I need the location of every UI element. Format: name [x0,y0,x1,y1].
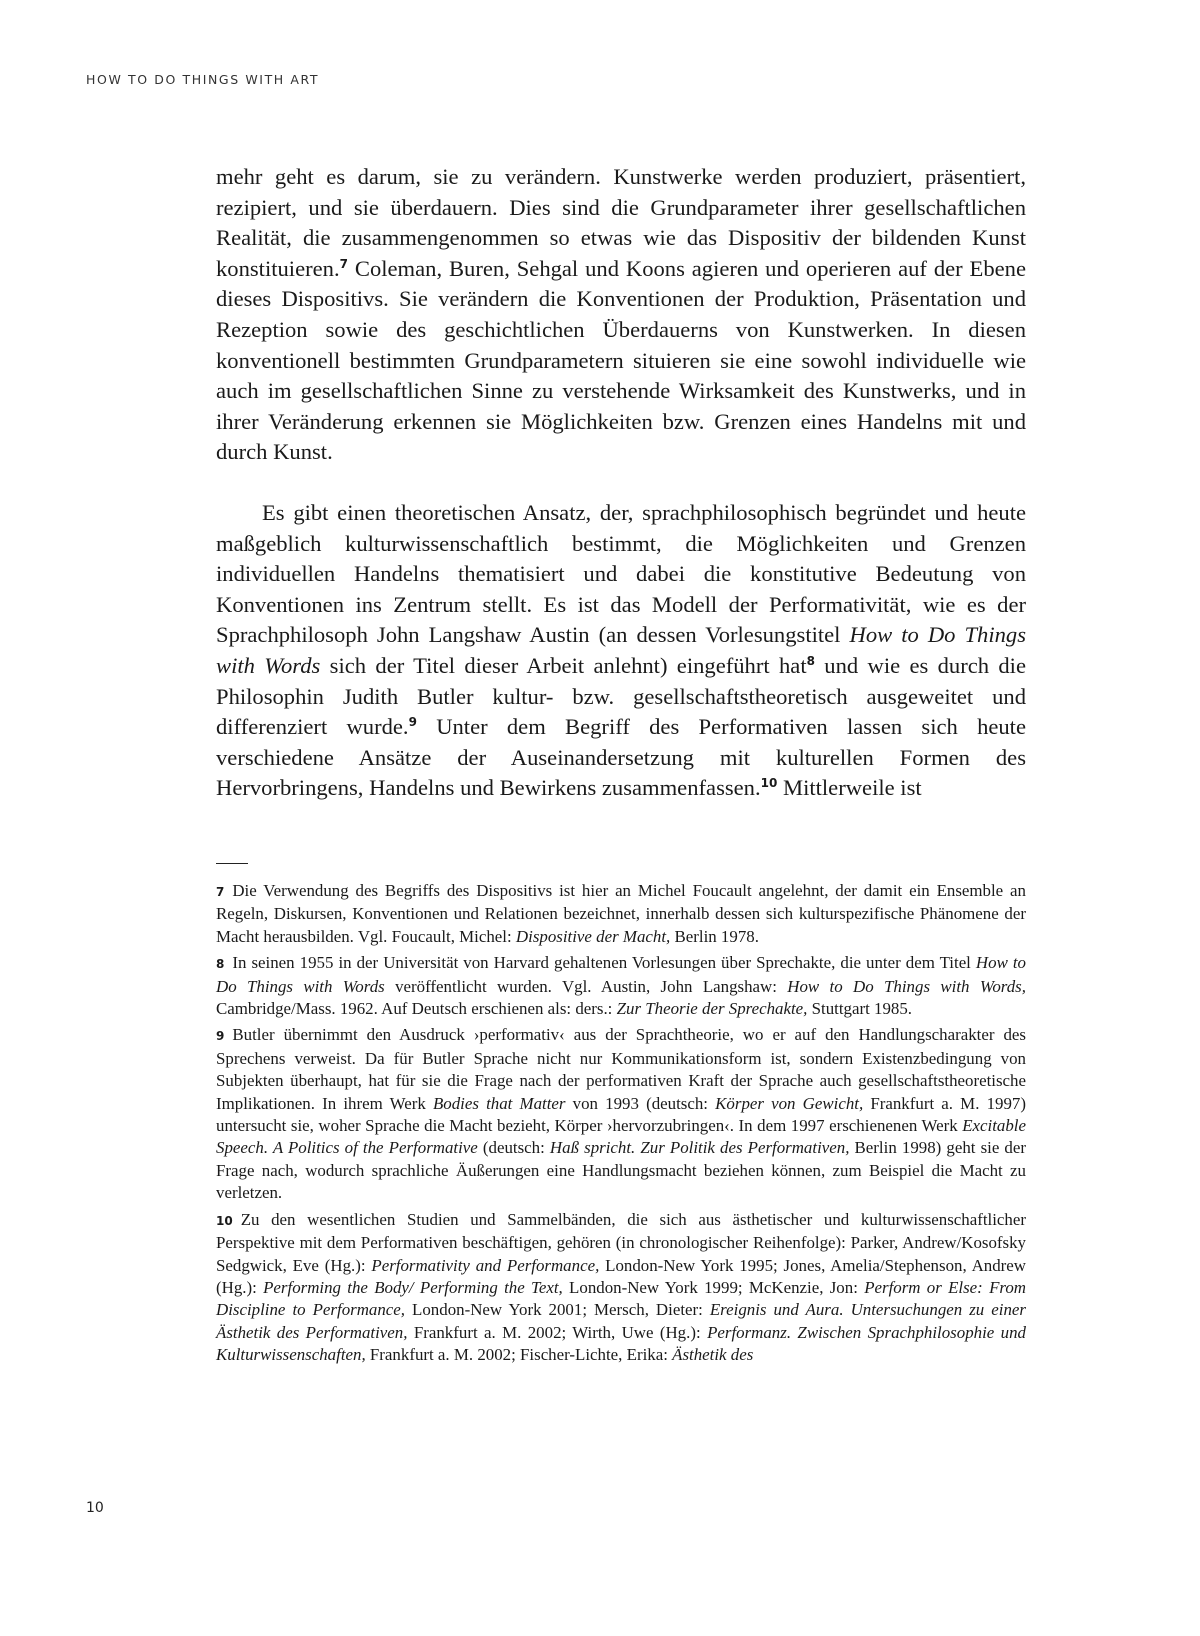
text-run: Es gibt einen theoretischen Ansatz, der, sprachphilosophisch begründet und heute maßgeblich kulturwissenschaftlich bestimmt, die Möglichkeiten und Grenzen individuellen Handelns thematisiert und dabei die konstitutive Bedeutung von Konventionen ins Zentrum stellt. Es ist das Modell der Performativität, wie es der Sprachphilosoph John Langshaw Austin (an dessen Vorlesungstitel [216,499,1026,648]
footnote-rule [216,863,248,864]
italic-title: Dispositive der Macht, [515,926,671,946]
footnote-ref-9: 9 [408,715,417,730]
footnote-number: 7 [216,885,225,899]
italic-title: Performanz. Zwischen Sprachphilosophie und Kulturwissenschaften, [216,1322,1026,1365]
running-head: HOW TO DO THINGS WITH ART [86,72,320,87]
italic-title: Zur Theorie der Sprechakte, [616,999,808,1019]
italic-title: How to Do Things with Words [216,622,1027,678]
footnote-10 [216,1209,1026,1367]
italic-title: How to Do Things with Words [216,953,1026,996]
footnote-ref-8: 8 [806,653,815,668]
text-run: Berlin 1998) geht sie der Frage nach, wodurch sprachliche Äußerungen eine Handlungsmacht beziehen können, zum Beispiel die Macht zu verletzen. [216,1138,1027,1203]
text-run: Frankfurt a. M. 2002; Wirth, Uwe (Hg.): [407,1322,708,1342]
footnote-number: 8 [216,957,225,972]
footnote-number: 10 [216,1213,233,1228]
text-run: Stuttgart 1985. [807,999,913,1019]
text-run: Frankfurt a. M. 1997) untersucht sie, woher Sprache die Macht bezieht, Körper ›hervorzubringen‹. In dem 1997 erschienenen Werk [216,1093,1026,1136]
text-run: Berlin 1978. [670,926,759,946]
page-number: 10 [86,1500,104,1516]
text-run: London-New York 1995; Jones, Amelia/Stephenson, Andrew (Hg.): [216,1255,1026,1297]
text-run: London-New York 2001; Mersch, Dieter: [405,1300,710,1320]
italic-title: Körper von Gewicht, [715,1093,864,1113]
italic-title: Ereignis und Aura. Untersuchungen zu einer Ästhetik des Performativen, [216,1300,1026,1342]
footnote-ref-7: 7 [339,256,348,271]
italic-title: Haß spricht. Zur Politik des Performativen, [549,1138,850,1158]
italic-title: How to Do Things with Words, [787,976,1026,996]
text-run: Frankfurt a. M. 2002; Fischer-Lichte, Erika: [365,1345,673,1365]
italic-title: Bodies that Matter [432,1093,566,1113]
footnote-ref-10: 10 [760,776,778,791]
text-run: Unter dem Begriff des Performativen lassen sich heute verschiedene Ansätze der Auseinandersetzung mit kulturellen Formen des Hervorbringens, Handelns und Bewirkens zusammenfassen. [216,714,1026,801]
italic-title: Performing the Body/ Performing the Text, [263,1277,563,1297]
text-run: Zu den wesentlichen Studien und Sammelbänden, die sich aus ästhetischer und kulturwissenschaftlicher Perspektive mit dem Performativen beschäftigen, gehören (in chronologischer Reihenfolge): Parker, Andrew/Kosofsky Sedgwick, Eve (Hg.): [216,1209,1026,1275]
footnote-9 [216,1024,1026,1204]
text-run: Cambridge/Mass. 1962. Auf Deutsch erschienen als: ders.: [216,999,617,1019]
text-run: veröffentlicht wurden. Vgl. Austin, John Langshaw: [384,976,788,996]
footnote-7 [216,880,1026,948]
italic-title: Excitable Speech. A Politics of the Performative [216,1116,1026,1158]
footnotes [216,880,1026,1371]
paragraph-2 [216,498,1026,804]
text-run: (deutsch: [477,1138,550,1158]
text-run: Mittlerweile ist [777,775,922,801]
text-run: von 1993 (deutsch: [565,1093,716,1113]
text-run: mehr geht es darum, sie zu verändern. Kunstwerke werden produziert, präsentiert, rezipiert, und sie überdauern. Dies sind die Grundparameter ihrer gesellschaftlichen Realität, die zusammengenommen so etwas wie das Dispositiv der bildenden Kunst konstituieren. [216,164,1026,281]
main-text [216,162,1026,804]
text-run: London-New York 1999; McKenzie, Jon: [562,1277,865,1297]
paragraph-1 [216,162,1026,468]
text-run: In seinen 1955 in der Universität von Harvard gehaltenen Vorlesungen über Sprechakte, die unter dem Titel [232,953,976,973]
text-run: und wie es durch die Philosophin Judith Butler kultur- bzw. gesellschaftstheoretisch ausgeweitet und differenziert wurde. [216,652,1026,740]
text-run: Die Verwendung des Begriffs des Dispositivs ist hier an Michel Foucault angelehnt, der damit ein Ensemble an Regeln, Diskursen, Konventionen und Relationen bezeichnet, innerhalb dessen sich kulturspezifische Phänomene der Macht herausbilden. Vgl. Foucault, Michel: [216,881,1026,946]
text-run: Butler übernimmt den Ausdruck ›performativ‹ aus der Sprachtheorie, wo er auf den Handlungscharakter des Sprechens verweist. Da für Butler Sprache nicht nur Kommunikationsform ist, sondern Existenzbedingung von Subjekten überhaupt, hat für sie die Frage nach der performativen Kraft der Sprache auch gesellschaftstheoretische Implikationen. In ihrem Werk [216,1025,1026,1113]
footnote-number: 9 [216,1029,225,1044]
italic-title: Perform or Else: From Discipline to Performance, [216,1277,1026,1320]
italic-title: Ästhetik des [672,1345,754,1365]
text-run: sich der Titel dieser Arbeit anlehnt) eingeführt hat [320,652,807,678]
text-run: Coleman, Buren, Sehgal und Koons agieren und operieren auf der Ebene dieses Dispositivs. Sie verändern die Konventionen der Produktion, Präsentation und Rezeption sowie des geschichtlichen Überdauerns von Kunstwerken. In diesen konventionell bestimmten Grundparametern situieren sie eine sowohl individuelle wie auch im gesellschaftlichen Sinne zu verstehende Wirksamkeit des Kunstwerks, und in ihrer Veränderung erkennen sie Möglichkeiten bzw. Grenzen eines Handelns mit und durch Kunst. [216,255,1026,465]
italic-title: Performativity and Performance, [371,1255,600,1275]
footnote-8 [216,952,1026,1020]
